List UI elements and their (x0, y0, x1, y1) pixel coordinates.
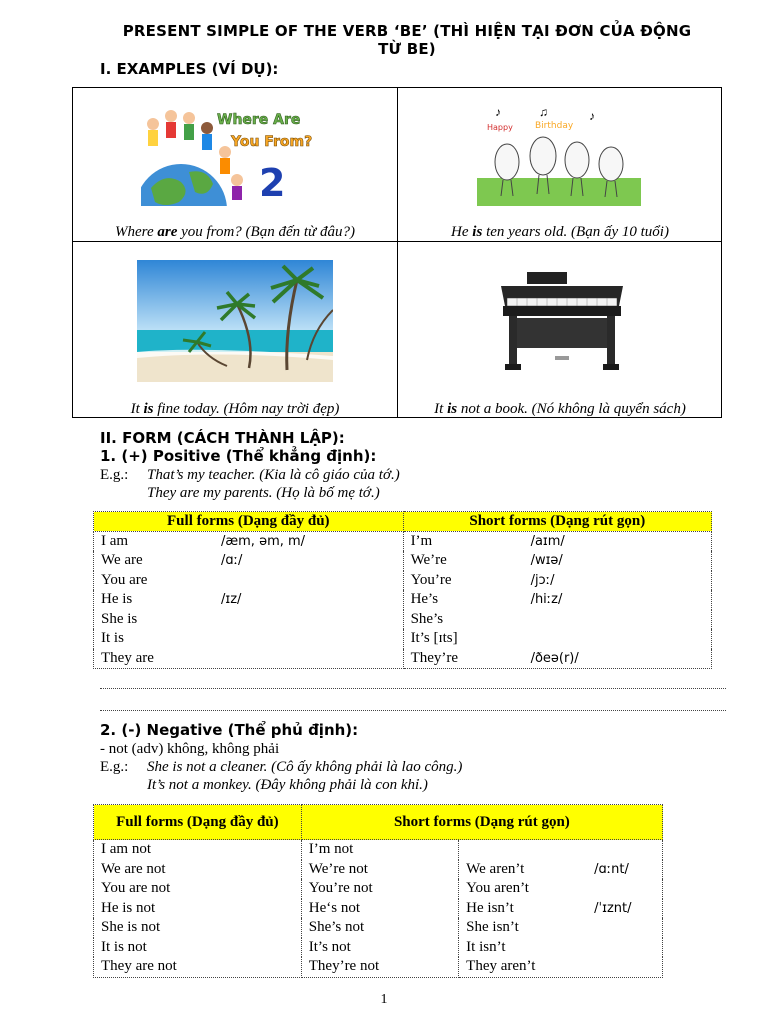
positive-full-cell (94, 629, 404, 649)
negative-contracted-word: You aren’t (466, 880, 529, 896)
negative-header-short: Short forms (Dạng rút gọn) (301, 805, 662, 840)
negative-full-cell: She is not (94, 918, 302, 938)
example-caption-4: It is not a book. (Nó không là quyển sách) (434, 401, 686, 417)
negative-contracted-ipa: /ɑːnt/ (594, 861, 629, 877)
positive-header-full: Full forms (Dạng đầy đủ) (94, 512, 404, 532)
example-caption-2: He is ten years old. (Bạn ấy 10 tuổi) (451, 224, 669, 240)
negative-note: - not (adv) không, không phải (100, 741, 280, 757)
positive-forms-table (93, 511, 712, 669)
negative-table-row (94, 918, 663, 938)
positive-short-cell-word: I’m (410, 532, 433, 549)
negative-short-cell: I’m not (301, 840, 458, 860)
positive-full-cell (94, 590, 404, 610)
positive-short-cell-ipa: /ðeə(r)/ (530, 650, 579, 666)
positive-short-cell-word: They’re (410, 649, 459, 666)
negative-full-cell: We are not (94, 860, 302, 880)
section-form-heading: II. FORM (CÁCH THÀNH LẬP): (100, 429, 345, 447)
positive-full-cell-word: I am (101, 532, 129, 549)
negative-header-full: Full forms (Dạng đầy đủ) (94, 805, 302, 840)
negative-table-row (94, 938, 663, 958)
positive-short-cell-word: He’s (410, 591, 439, 607)
positive-full-cell-ipa: /æm, əm, m/ (221, 533, 306, 549)
positive-heading: 1. (+) Positive (Thể khẳng định): (100, 447, 377, 465)
negative-eg-label: E.g.: (100, 759, 129, 775)
positive-full-cell-word: She is (101, 610, 138, 627)
negative-full-cell: It is not (94, 938, 302, 958)
logo-number: 2 (259, 161, 286, 205)
negative-contracted-cell (459, 957, 663, 977)
positive-short-cell-word: We’re (410, 552, 447, 568)
positive-short-cell-ipa: /hiːz/ (530, 592, 563, 607)
positive-full-cell (94, 571, 404, 591)
positive-table-row (94, 649, 712, 669)
positive-table-row (94, 590, 712, 610)
logo-you-from: You From? (231, 134, 313, 150)
logo-birthday: Birthday (535, 121, 574, 131)
logo-where-are: Where Are (217, 112, 301, 128)
positive-short-cell (403, 571, 711, 591)
negative-full-cell: They are not (94, 957, 302, 977)
positive-full-cell-ipa: /ɑː/ (221, 553, 243, 568)
dotted-answer-line-2 (100, 710, 726, 711)
positive-full-cell (94, 531, 404, 551)
positive-table-row (94, 629, 712, 649)
negative-contracted-cell (459, 899, 663, 919)
positive-full-cell-ipa: /ɪz/ (221, 592, 242, 607)
positive-short-cell (403, 649, 711, 669)
positive-table-row (94, 531, 712, 551)
negative-contracted-ipa: /ˈɪznt/ (594, 900, 632, 916)
negative-full-cell: He is not (94, 899, 302, 919)
negative-contracted-word: We aren’t (466, 860, 525, 877)
positive-table-row (94, 551, 712, 571)
svg-text:♫: ♫ (539, 106, 548, 119)
negative-heading: 2. (-) Negative (Thể phủ định): (100, 721, 359, 739)
negative-short-cell: He‘s not (301, 899, 458, 919)
negative-table-row (94, 957, 663, 977)
negative-contracted-word: It isn’t (466, 938, 506, 955)
positive-full-cell-word: We are (101, 552, 143, 568)
positive-eg-1: That’s my teacher. (Kia là cô giáo của tớ.) (147, 467, 400, 483)
positive-short-cell-word: She’s (410, 610, 444, 627)
birthday-singing-image (477, 106, 641, 206)
logo-happy: Happy (487, 123, 513, 132)
dotted-answer-line-1 (100, 688, 726, 689)
positive-eg-2: They are my parents. (Họ là bố mẹ tớ.) (147, 485, 380, 501)
negative-table-row (94, 879, 663, 899)
examples-grid (72, 87, 722, 418)
positive-full-cell (94, 610, 404, 630)
positive-short-cell (403, 551, 711, 571)
positive-short-cell (403, 590, 711, 610)
negative-table-row (94, 840, 663, 860)
positive-short-cell-word: You’re (410, 571, 452, 588)
positive-full-cell-word: He is (101, 591, 133, 607)
positive-full-cell-word: It is (101, 630, 124, 646)
page-number: 1 (380, 992, 388, 1007)
svg-text:♪: ♪ (495, 106, 501, 119)
negative-contracted-word: They aren’t (466, 958, 536, 974)
negative-table-row (94, 899, 663, 919)
negative-contracted-cell (459, 918, 663, 938)
negative-full-cell: You are not (94, 879, 302, 899)
positive-full-cell (94, 551, 404, 571)
positive-header-short: Short forms (Dạng rút gọn) (403, 512, 711, 532)
negative-table-row (94, 860, 663, 880)
negative-short-cell: She’s not (301, 918, 458, 938)
negative-contracted-cell (459, 860, 663, 880)
negative-contracted-cell (459, 938, 663, 958)
negative-short-cell: We’re not (301, 860, 458, 880)
svg-text:♪: ♪ (589, 109, 595, 123)
section-examples-heading: I. EXAMPLES (VÍ DỤ): (100, 60, 279, 78)
negative-short-cell: You’re not (301, 879, 458, 899)
negative-contracted-cell (459, 840, 663, 860)
positive-short-cell-ipa: /jɔː/ (530, 572, 555, 588)
negative-short-cell: It’s not (301, 938, 458, 958)
where-are-you-from-image (141, 102, 329, 206)
negative-eg-1: She is not a cleaner. (Cô ấy không phải là lao công.) (147, 759, 463, 775)
positive-short-cell (403, 610, 711, 630)
positive-full-cell-word: They are (101, 649, 154, 666)
negative-eg-2: It’s not a monkey. (Đây không phải là con khỉ.) (147, 777, 428, 793)
positive-full-cell (94, 649, 404, 669)
negative-full-cell: I am not (94, 840, 302, 860)
beach-image (137, 260, 333, 382)
positive-table-row (94, 571, 712, 591)
positive-short-cell-word: It’s [ɪts] (410, 630, 458, 646)
negative-short-cell: They’re not (301, 957, 458, 977)
positive-short-cell-ipa: /wɪə/ (530, 553, 563, 568)
example-caption-1: Where are you from? (Bạn đến từ đâu?) (115, 224, 355, 240)
positive-short-cell (403, 629, 711, 649)
negative-contracted-word: She isn’t (466, 919, 519, 935)
positive-full-cell-word: You are (101, 571, 148, 588)
negative-contracted-cell (459, 879, 663, 899)
positive-table-row (94, 610, 712, 630)
negative-forms-table (93, 804, 663, 978)
piano-image (497, 266, 627, 374)
page-title: PRESENT SIMPLE OF THE VERB ‘BE’ (THÌ HIỆN TẠI ĐƠN CỦA ĐỘNG TỪ BE) (122, 22, 692, 58)
positive-short-cell (403, 531, 711, 551)
negative-contracted-word: He isn’t (466, 899, 514, 916)
positive-short-cell-ipa: /aɪm/ (530, 533, 565, 549)
example-caption-3: It is fine today. (Hôm nay trời đẹp) (130, 401, 340, 417)
positive-eg-label: E.g.: (100, 467, 129, 483)
